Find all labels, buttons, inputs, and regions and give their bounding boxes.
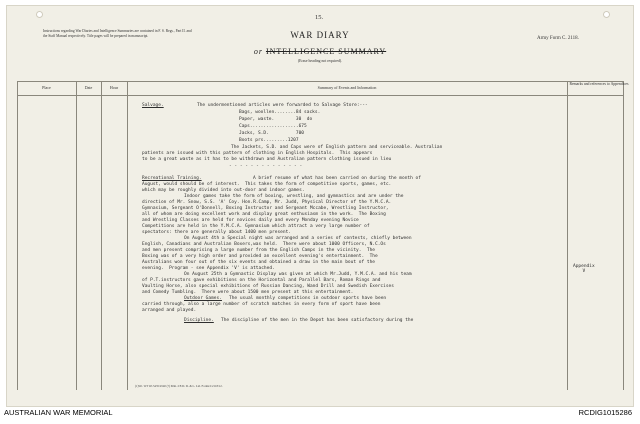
diary-sheet xyxy=(7,6,633,406)
recreational-line: August, would should be of interest. This takes the form of competitive sports, games, etc. xyxy=(142,182,392,187)
salvage-intro: The undermentioned articles were forwarded to Salvage Store:--- xyxy=(197,103,368,108)
salvage-para-line: to be a great waste as it has to be withdrawn and Australian pattern clothing issued in lieu xyxy=(142,157,392,162)
salvage-item: Bags, woollen........84 sacks. xyxy=(239,110,321,115)
salvage-para-line: patients are issued with this pattern of clothing in English Hospitals. This appears xyxy=(142,151,373,156)
header-date: Date xyxy=(84,85,93,90)
header-bottom-rule xyxy=(17,95,623,96)
col-rule-4 xyxy=(127,81,128,390)
outdoor-line: arranged and played. xyxy=(142,308,197,313)
punch-hole-left xyxy=(36,11,43,18)
army-form: Army Form C. 2118. xyxy=(537,36,579,41)
recreational-line: English, Canadians and Australian Boxers,was held. There were about 1000 Officers, N.C.Os xyxy=(142,242,386,247)
col-rule-6 xyxy=(623,81,624,390)
recreational-line: and Wrestling Classes are held for novices daily and every Monday evening Novice xyxy=(142,218,359,223)
col-rule-1 xyxy=(17,81,18,390)
recreational-line: Vaulting Horse, also special exhibitions of Russian Dancing, Wand Drill and Swedish Exercises xyxy=(142,284,394,289)
recreational-line: On August 25th a Gymnastic Display was given at which Mr.Judd, Y.M.C.A. and his team xyxy=(184,272,412,277)
page-number: 15. xyxy=(315,14,324,21)
punch-hole-right xyxy=(603,11,610,18)
footer-left: AUSTRALIAN WAR MEMORIAL xyxy=(4,408,113,417)
title-hint: (Erase heading not required). xyxy=(297,59,343,63)
recreational-line: and men present comprising a large number from the English Camps in the vicinity. The xyxy=(142,248,375,253)
recreational-line: Competitions are held in the Y.M.C.A. Gymnasium which attract a very large number of xyxy=(142,224,370,229)
header-place: Place xyxy=(42,85,51,90)
instructions-text: Instructions regarding War Diaries and Intelligence Summaries are contained in F. S. Regs., Part II. and the Staff Manual respectively. Title pages will be prepared in manuscript. xyxy=(43,29,192,38)
header-remarks: Remarks and references to Appendices xyxy=(569,82,629,86)
salvage-item: Jacks, S.D. 700 xyxy=(239,131,305,136)
header-hour: Hour xyxy=(109,85,119,90)
header-summary: Summary of Events and Information xyxy=(317,85,377,90)
form-imprint: (1)Wt. W3 Wt.5435/4540 (?) 60m. 2/8 D. D. & L. Ltd. Forms/C2118/12. xyxy=(135,384,223,388)
salvage-heading: Salvage. xyxy=(142,103,164,108)
recreational-line: Gymnasium, Sergeant O'Donnell, Boxing Instructor and Sergeant Mccabe, Wrestling Instructor, xyxy=(142,206,389,211)
appendix-note: Appendix V xyxy=(573,264,595,274)
recreational-line: evening. Program - see Appendix 'V' is attached. xyxy=(142,266,275,271)
salvage-divider: - - - - - - - - - - - - - - xyxy=(229,164,303,169)
salvage-item: Paper, waste. 30 do xyxy=(239,117,313,122)
discipline-heading: Discipline. xyxy=(184,318,214,323)
recreational-line: On August 4th a Special night was arranged and a series of contests, chiefly between xyxy=(184,236,412,241)
recreational-line: which may be roughly divided into out-door and indoor games. xyxy=(142,188,305,193)
title-struck: INTELLIGENCE SUMMARY xyxy=(265,47,387,56)
recreational-line: Boxing was of a very high order and provided an excellent evening's entertainment. The xyxy=(142,254,378,259)
col-rule-3 xyxy=(101,81,102,390)
title-or: or xyxy=(253,47,263,56)
title-war-diary: WAR DIARY xyxy=(290,30,350,40)
outdoor-line: The usual monthly competitions in outdoor sports have been xyxy=(229,296,387,301)
recreational-heading: Recreational Training. xyxy=(142,176,202,181)
salvage-item: Boots prs.........1207 xyxy=(239,138,299,143)
col-rule-2 xyxy=(76,81,77,390)
salvage-para-line: The Jackets, S.D. and Caps were of English pattern and serviceable. Australian xyxy=(231,145,443,150)
outdoor-heading: Outdoor Games. xyxy=(184,296,222,301)
recreational-line: all of whom are doing excellent work and display great enthusiasm in the work. The Boxing xyxy=(142,212,386,217)
recreational-line: direction of Mr. Snow, S.S. 'A' Coy. Hon.R.Camp, Mr. Judd, Physical Director of the Y.M.C.A. xyxy=(142,200,392,205)
recreational-line: of P.T.instructors gave exhibitions on the Horizontal and Parallel Bars, Roman Rings and xyxy=(142,278,381,283)
outdoor-line: carried through, also a large number of scratch matches in every form of sport have been xyxy=(142,302,381,307)
title-intelligence-summary xyxy=(7,47,633,56)
col-rule-5 xyxy=(567,81,568,390)
discipline-text: The discipline of the men in the Depot has been satisfactory during the xyxy=(221,318,414,323)
recreational-line: and Comedy Tumbling. There were about 1500 men present at this entertainment. xyxy=(142,290,354,295)
recreational-line: spectators: there are generally about 1400 men present. xyxy=(142,230,292,235)
recreational-line: Indoor games take the form of boxing, wrestling, and gymnastics and are under the xyxy=(184,194,404,199)
recreational-line: A brief resume of what has been carried on during the month of xyxy=(253,176,421,181)
recreational-line: Australians won four out of the six events and obtained a draw in the main bout of the xyxy=(142,260,375,265)
salvage-item: Caps..................675 xyxy=(239,124,307,129)
footer-right: RCDIG1015286 xyxy=(578,408,632,417)
